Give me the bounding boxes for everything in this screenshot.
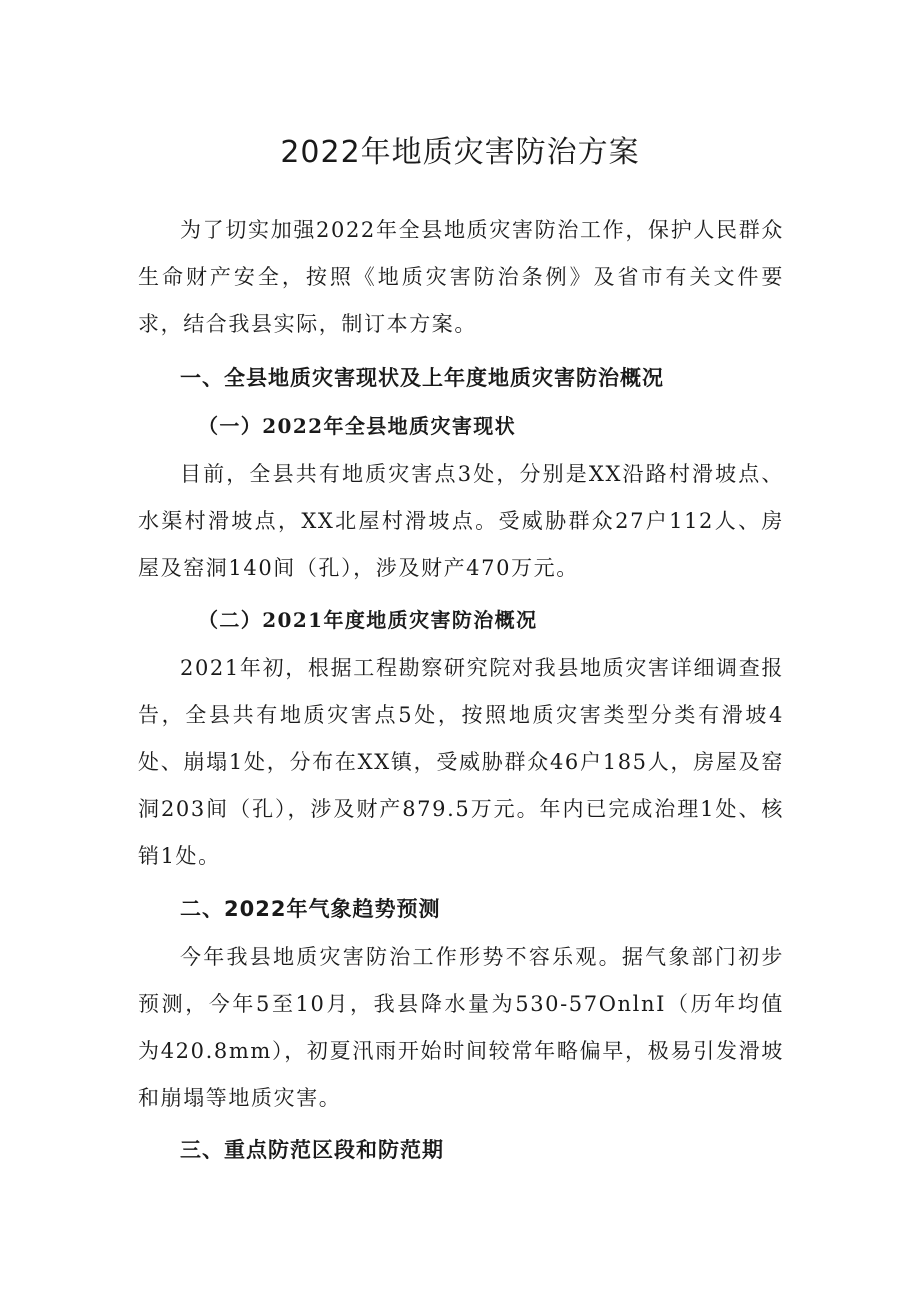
section-1-sub-2-paragraph: 2021年初，根据工程勘察研究院对我县地质灾害详细调查报告，全县共有地质灾害点5处，按照地质灾害类型分类有滑坡4处、崩塌1处，分布在XX镇，受威胁群众46户185人，房屋及窑洞203间（孔），涉及财产879.5万元。年内已完成治理1处、核销1处。 [138,656,784,868]
section-1-sub-2-heading: （二）2021年度地质灾害防治概况 [198,608,538,632]
section-1-sub-1-paragraph: 目前，全县共有地质灾害点3处，分别是XX沿路村滑坡点、水渠村滑坡点，XX北屋村滑坡点。受威胁群众27户112人、房屋及窑洞140间（孔），涉及财产470万元。 [138,462,784,580]
intro-paragraph: 为了切实加强2022年全县地质灾害防治工作，保护人民群众生命财产安全，按照《地质灾害防治条例》及省市有关文件要求，结合我县实际，制订本方案。 [138,218,784,336]
section-1-sub-1-heading: （一）2022年全县地质灾害现状 [198,414,517,438]
document-title: 2022年地质灾害防治方案 [280,135,640,170]
section-2-heading: 二、2022年气象趋势预测 [180,897,441,921]
section-2-paragraph: 今年我县地质灾害防治工作形势不容乐观。据气象部门初步预测，今年5至10月，我县降水量为530-57OnlnI（历年均值为420.8mm），初夏汛雨开始时间较常年略偏早，极易引发滑坡和崩塌等地质灾害。 [138,945,784,1110]
section-3-heading: 三、重点防范区段和防范期 [180,1138,444,1162]
section-1-heading: 一、全县地质灾害现状及上年度地质灾害防治概况 [180,366,664,390]
